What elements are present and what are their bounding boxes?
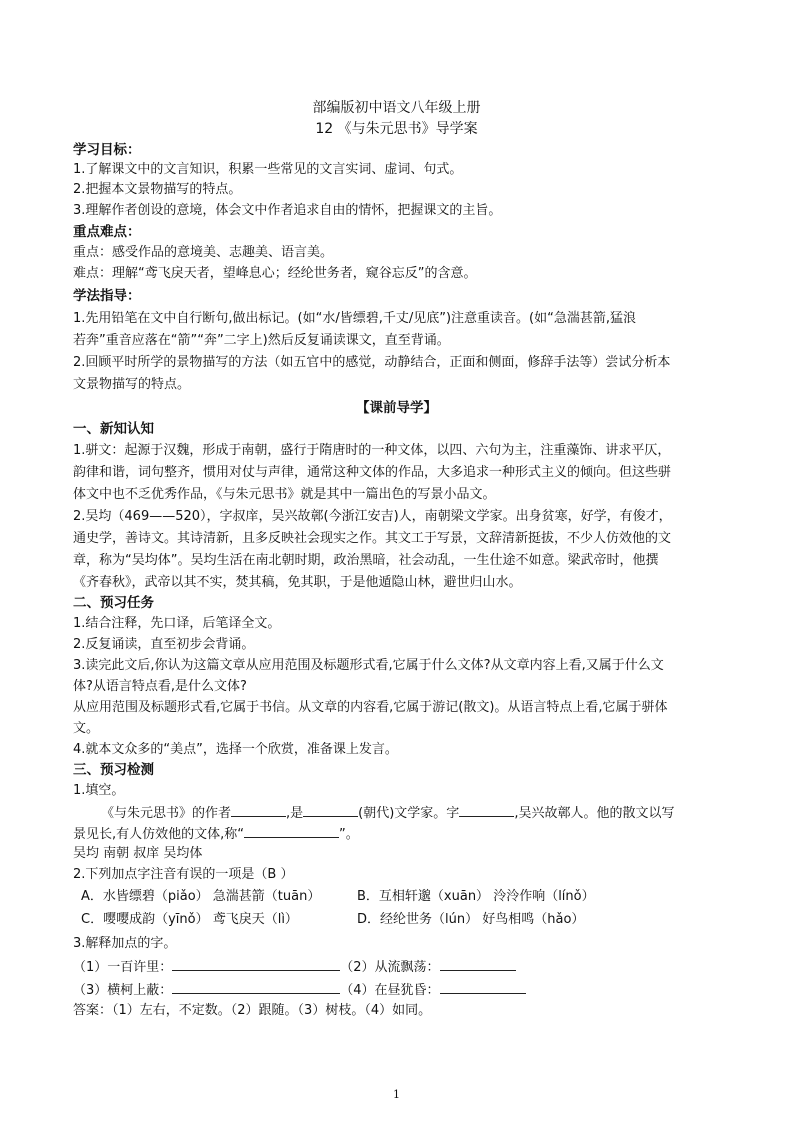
section2-line: 1.结合注释，先口译，后笔译全文。 (73, 616, 281, 631)
section2-line: 4.就本文众多的“美点”，选择一个欣赏，准备课上发言。 (73, 742, 398, 757)
section3-heading: 三、预习检测 (73, 762, 154, 778)
section1-line: 通史学，善诗文。其诗清新，且多反映社会现实之作。其文工于写景，文辞清新挺拔，不少人仿效他的文 (73, 531, 672, 546)
q2-label: 2.下列加点字注音有误的一项是（B ） (73, 867, 294, 882)
objective-item: 2.把握本文景物描写的特点。 (73, 182, 242, 197)
blank-q3-4[interactable] (440, 979, 526, 994)
section1-line: 1.骈文：起源于汉魏，形成于南朝，盛行于隋唐时的一种文体，以四、六句为主，注重藻饰、讲求平仄， (73, 443, 671, 458)
doc-title-series: 部编版初中语文八年级上册 (312, 100, 481, 116)
key-focus: 重点：感受作品的意境美、志趣美、语言美。 (73, 245, 334, 260)
blank-q3-2[interactable] (440, 956, 516, 971)
section1-line: 体文中也不乏优秀作品，《与朱元思书》就是其中一篇出色的写景小品文。 (73, 487, 496, 502)
q2-option-b: B．互相轩邈（xuān） 泠泠作响（línǒ） (357, 889, 595, 904)
blank-author[interactable] (231, 802, 286, 817)
method-line: 2.回顾平时所学的景物描写的方法（如五官中的感觉，动静结合，正面和侧面，修辞手法等）尝试分析本 (73, 355, 671, 370)
section2-heading: 二、预习任务 (73, 595, 154, 611)
q2-option-d: D．经纶世务（lún） 好鸟相鸣（hǎo） (357, 912, 585, 927)
pre-class-heading: 【课前导学】 (356, 400, 437, 416)
q1-answer: 吴均 南朝 叔庠 吴均体 (73, 846, 203, 861)
blank-courtesy-name[interactable] (459, 802, 514, 817)
section1-line: 2.吴均（469——520），字叔庠，吴兴故鄣(今浙江安吉)人，南朝梁文学家。出身贫寒，好学，有俊才， (73, 509, 672, 524)
q3-answer: 答案：（1）左右，不定数。（2）跟随。（3）树枝。（4）如同。 (73, 1003, 432, 1018)
q3-row: （1）一百许里： （2）从流飘荡： (73, 956, 516, 978)
objective-item: 3.理解作者创设的意境，体会文中作者追求自由的情怀，把握课文的主旨。 (73, 203, 502, 218)
objective-item: 1.了解课文中的文言知识，积累一些常见的文言实词、虚词、句式。 (73, 162, 463, 177)
section2-line: 从应用范围及标题形式看,它属于书信。从文章的内容看,它属于游记(散文)。从语言特点上看,它属于骈体 (73, 700, 668, 715)
method-line: 文景物描写的特点。 (73, 377, 191, 392)
section1-line: 《齐春秋》，武帝以其不实，焚其稿，免其职，于是他遁隐山林，避世归山水。 (73, 575, 522, 590)
section2-line: 体?从语言特点看,是什么文体? (73, 679, 247, 694)
section2-line: 2.反复诵读，直至初步会背诵。 (73, 637, 255, 652)
key-points-heading: 重点难点： (73, 224, 141, 240)
objectives-heading: 学习目标： (73, 142, 141, 158)
method-line: 1.先用铅笔在文中自行断句,做出标记。(如“水/皆缥碧,千丈/见底”)注意重读音。(如“急湍甚箭,猛浪 (73, 311, 636, 326)
blank-dynasty[interactable] (303, 802, 358, 817)
q2-option-a: A．水皆缥碧（piǎo） 急湍甚箭（tuān） (81, 889, 321, 904)
section2-line: 3.读完此文后,你认为这篇文章从应用范围及标题形式看,它属于什么文体?从文章内容上看,又属于什么文 (73, 658, 664, 673)
blank-q3-1[interactable] (172, 956, 340, 971)
blank-q3-3[interactable] (172, 979, 340, 994)
q2-option-c: C．嘤嘤成韵（yīnǒ） 鸢飞戾天（lì） (81, 912, 298, 927)
section1-line: 韵律和谐，词句整齐，惯用对仗与声律，通常这种文体的作品，大多追求一种形式主义的倾向。但这些骈 (73, 465, 672, 480)
blank-style-name[interactable] (244, 823, 339, 838)
doc-title-lesson: 12 《与朱元思书》导学案 (315, 121, 478, 137)
q1-fill-line: 景见长,有人仿效他的文体,称“ ”。 (73, 823, 359, 845)
q1-fill-line: 《与朱元思书》的作者 ,是 (朝代)文学家。字 ,吴兴故鄣人。他的散文以写 (101, 802, 674, 824)
q3-row: （3）横柯上蔽： （4）在昼犹昏： (73, 979, 526, 1001)
q1-label: 1.填空。 (73, 783, 125, 798)
section1-heading: 一、新知认知 (73, 421, 154, 437)
key-difficulty: 难点：理解“鸢飞戾天者，望峰息心；经纶世务者，窥谷忘反”的含意。 (73, 266, 477, 281)
page-number: 1 (393, 1088, 400, 1101)
section2-line: 文。 (73, 721, 100, 736)
section1-line: 章，称为“吴均体”。吴均生活在南北朝时期，政治黑暗，社会动乱，一生仕途不如意。梁武帝时，他撰 (73, 553, 659, 568)
q3-label: 3.解释加点的字。 (73, 936, 177, 951)
method-line: 若奔”重音应落在“箭”“奔”二字上)然后反复诵读课文，直至背诵。 (73, 333, 450, 348)
method-heading: 学法指导： (73, 288, 141, 304)
